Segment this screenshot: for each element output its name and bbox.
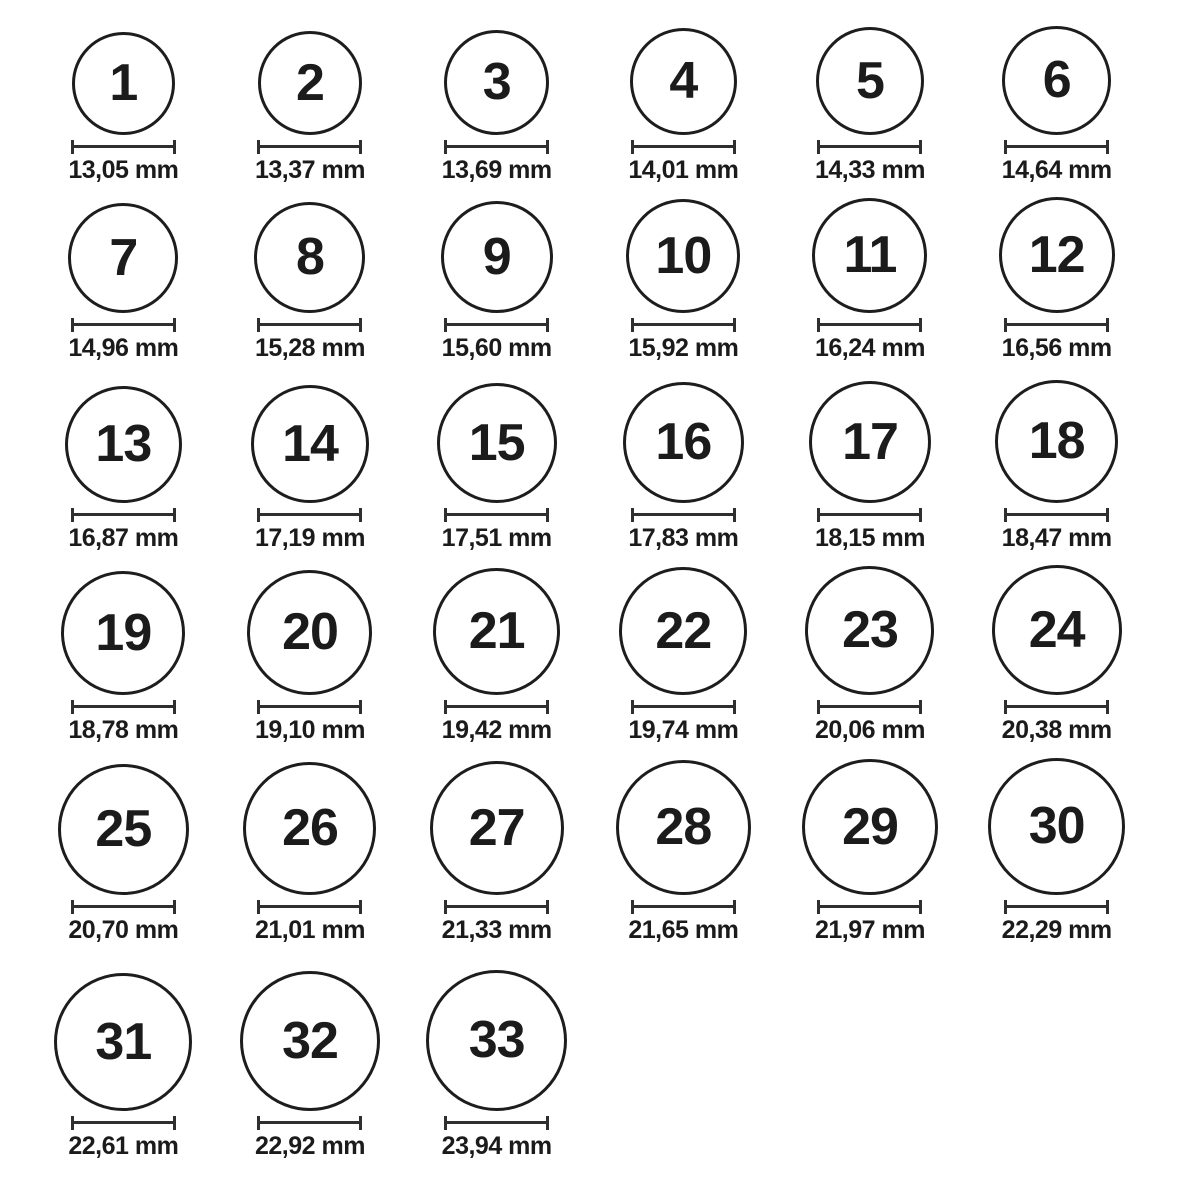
ring-size-number: 28 <box>655 798 712 856</box>
diameter-measure-line <box>257 1116 362 1130</box>
diameter-label: 21,97 mm <box>815 915 925 944</box>
diameter-label: 16,87 mm <box>68 523 179 552</box>
diameter-label: 13,37 mm <box>255 155 365 184</box>
measure-bar <box>260 323 359 326</box>
diameter-measure-line <box>71 900 176 914</box>
ring-size-number: 6 <box>1042 51 1071 109</box>
ring-size-item <box>777 366 964 556</box>
diameter-measure-line <box>631 700 736 714</box>
measure-bar <box>260 1121 359 1124</box>
ring-size-number: 26 <box>282 799 338 857</box>
diameter-measure-line <box>71 140 176 154</box>
diameter-label: 17,51 mm <box>441 523 552 552</box>
ring-circle <box>630 28 737 135</box>
diameter-measure-line <box>257 140 362 154</box>
ring-size-number: 31 <box>95 1012 152 1071</box>
measure-bar <box>74 1121 173 1124</box>
ring-circle <box>258 31 362 135</box>
diameter-measure-line <box>631 140 736 154</box>
diameter-label: 15,28 mm <box>255 333 365 362</box>
ring-size-item <box>30 556 217 748</box>
diameter-label: 19,42 mm <box>441 715 552 744</box>
ring-circle <box>619 567 747 695</box>
diameter-measure-line <box>1004 508 1109 522</box>
diameter-label: 20,38 mm <box>1001 715 1112 744</box>
measure-bar <box>447 1121 546 1124</box>
measure-bar <box>634 323 733 326</box>
ring-size-number: 20 <box>282 603 338 661</box>
ring-circle <box>805 566 934 695</box>
diameter-label: 13,69 mm <box>441 155 552 184</box>
ring-circle <box>802 759 938 895</box>
ring-size-number: 2 <box>296 53 324 112</box>
diameter-measure-line <box>444 508 549 522</box>
ring-size-number: 23 <box>842 601 898 659</box>
ring-circle <box>58 764 189 895</box>
ring-size-number: 17 <box>842 412 898 471</box>
ring-size-item <box>403 366 590 556</box>
measure-bar <box>1007 905 1106 908</box>
measure-bar <box>634 513 733 516</box>
diameter-label: 20,70 mm <box>68 915 179 944</box>
diameter-measure-line <box>1004 140 1109 154</box>
ring-size-number: 4 <box>669 52 698 110</box>
ring-size-item <box>963 556 1150 748</box>
ring-size-number: 5 <box>856 51 884 110</box>
ring-size-item <box>963 0 1150 188</box>
measure-bar <box>74 705 173 708</box>
ring-size-number: 19 <box>95 603 152 662</box>
diameter-measure-line <box>1004 900 1109 914</box>
ring-size-item <box>403 556 590 748</box>
measure-bar <box>447 145 546 148</box>
diameter-measure-line <box>257 900 362 914</box>
ring-circle <box>251 385 369 503</box>
ring-size-number: 22 <box>655 601 712 660</box>
ring-size-item <box>590 748 777 948</box>
diameter-label: 16,56 mm <box>1001 333 1112 362</box>
diameter-measure-line <box>817 900 922 914</box>
measure-bar <box>820 513 919 516</box>
ring-circle <box>240 971 380 1111</box>
measure-bar <box>447 513 546 516</box>
ring-size-number: 3 <box>482 53 511 111</box>
ring-size-item <box>30 0 217 188</box>
diameter-measure-line <box>817 140 922 154</box>
ring-circle <box>61 571 185 695</box>
measure-bar <box>447 323 546 326</box>
diameter-label: 22,61 mm <box>68 1131 179 1160</box>
ring-circle <box>626 199 740 313</box>
ring-size-item <box>217 556 404 748</box>
measure-bar <box>260 705 359 708</box>
ring-size-item <box>403 0 590 188</box>
measure-bar <box>260 513 359 516</box>
ring-size-item <box>217 366 404 556</box>
diameter-measure-line <box>631 318 736 332</box>
ring-circle <box>988 758 1125 895</box>
measure-bar <box>74 145 173 148</box>
measure-bar <box>1007 705 1106 708</box>
ring-size-item <box>590 366 777 556</box>
ring-size-item <box>777 556 964 748</box>
ring-circle <box>65 386 182 503</box>
diameter-measure-line <box>631 508 736 522</box>
ring-size-item <box>963 188 1150 366</box>
ring-size-item <box>963 748 1150 948</box>
measure-bar <box>820 905 919 908</box>
diameter-label: 20,06 mm <box>815 715 925 744</box>
ring-size-number: 14 <box>282 414 338 473</box>
ring-size-item <box>30 948 217 1164</box>
diameter-label: 14,64 mm <box>1001 155 1112 184</box>
ring-size-item <box>217 748 404 948</box>
ring-size-item <box>590 0 777 188</box>
ring-circle <box>616 760 751 895</box>
ring-circle <box>437 383 557 503</box>
diameter-label: 18,15 mm <box>815 523 925 552</box>
diameter-label: 17,19 mm <box>255 523 365 552</box>
diameter-measure-line <box>257 508 362 522</box>
ring-circle <box>812 198 927 313</box>
ring-circle <box>992 565 1122 695</box>
diameter-measure-line <box>631 900 736 914</box>
diameter-label: 18,47 mm <box>1001 523 1112 552</box>
ring-size-number: 11 <box>843 226 897 284</box>
ring-size-item <box>403 748 590 948</box>
diameter-label: 16,24 mm <box>815 333 925 362</box>
ring-circle <box>54 973 192 1111</box>
ring-size-item <box>963 366 1150 556</box>
measure-bar <box>820 705 919 708</box>
diameter-measure-line <box>1004 700 1109 714</box>
ring-size-item <box>777 188 964 366</box>
diameter-measure-line <box>444 900 549 914</box>
diameter-measure-line <box>817 700 922 714</box>
ring-circle <box>444 30 549 135</box>
measure-bar <box>634 705 733 708</box>
ring-size-item <box>30 188 217 366</box>
ring-size-number: 15 <box>468 413 525 472</box>
diameter-measure-line <box>444 700 549 714</box>
ring-size-number: 7 <box>109 228 138 287</box>
ring-size-item <box>217 948 404 1164</box>
diameter-measure-line <box>71 1116 176 1130</box>
ring-circle <box>433 568 560 695</box>
measure-bar <box>74 323 173 326</box>
diameter-label: 21,65 mm <box>628 915 739 944</box>
measure-bar <box>634 145 733 148</box>
diameter-label: 15,60 mm <box>441 333 552 362</box>
diameter-measure-line <box>817 508 922 522</box>
ring-circle <box>426 970 567 1111</box>
ring-size-number: 13 <box>95 415 152 473</box>
measure-bar <box>820 323 919 326</box>
ring-size-number: 12 <box>1028 225 1085 284</box>
ring-size-item <box>777 748 964 948</box>
diameter-measure-line <box>71 318 176 332</box>
measure-bar <box>634 905 733 908</box>
ring-size-item <box>217 0 404 188</box>
diameter-label: 17,83 mm <box>628 523 739 552</box>
diameter-label: 18,78 mm <box>68 715 179 744</box>
diameter-label: 21,01 mm <box>255 915 365 944</box>
ring-size-item <box>403 948 590 1164</box>
ring-size-number: 1 <box>109 54 138 112</box>
ring-size-number: 8 <box>296 228 324 286</box>
measure-bar <box>1007 513 1106 516</box>
ring-size-item <box>590 188 777 366</box>
measure-bar <box>1007 323 1106 326</box>
ring-circle <box>430 761 564 895</box>
diameter-measure-line <box>257 700 362 714</box>
ring-size-number: 18 <box>1028 412 1085 470</box>
ring-size-item <box>30 748 217 948</box>
ring-circle <box>999 197 1115 313</box>
diameter-measure-line <box>257 318 362 332</box>
diameter-label: 21,33 mm <box>441 915 552 944</box>
diameter-label: 14,96 mm <box>68 333 179 362</box>
diameter-measure-line <box>71 700 176 714</box>
diameter-measure-line <box>444 1116 549 1130</box>
ring-size-number: 29 <box>842 797 898 856</box>
ring-circle <box>243 762 376 895</box>
measure-bar <box>260 905 359 908</box>
diameter-label: 14,33 mm <box>815 155 925 184</box>
ring-circle <box>254 202 365 313</box>
diameter-measure-line <box>1004 318 1109 332</box>
diameter-label: 13,05 mm <box>68 155 179 184</box>
measure-bar <box>74 905 173 908</box>
diameter-measure-line <box>71 508 176 522</box>
diameter-measure-line <box>444 140 549 154</box>
diameter-label: 19,10 mm <box>255 715 365 744</box>
diameter-label: 22,92 mm <box>255 1131 365 1160</box>
ring-circle <box>1002 26 1111 135</box>
ring-size-item <box>217 188 404 366</box>
diameter-label: 23,94 mm <box>441 1131 552 1160</box>
diameter-label: 15,92 mm <box>628 333 739 362</box>
ring-size-item <box>590 556 777 748</box>
ring-circle <box>68 203 178 313</box>
ring-circle <box>995 380 1118 503</box>
ring-size-number: 24 <box>1028 600 1085 659</box>
measure-bar <box>447 905 546 908</box>
ring-size-number: 16 <box>655 413 712 471</box>
ring-size-item <box>30 366 217 556</box>
ring-size-number: 33 <box>468 1011 525 1069</box>
ring-size-number: 25 <box>95 800 152 858</box>
diameter-label: 19,74 mm <box>628 715 739 744</box>
ring-size-number: 27 <box>468 798 525 857</box>
ring-size-item <box>777 0 964 188</box>
diameter-measure-line <box>444 318 549 332</box>
ring-size-item <box>403 188 590 366</box>
measure-bar <box>74 513 173 516</box>
ring-size-number: 32 <box>282 1011 338 1070</box>
measure-bar <box>260 145 359 148</box>
ring-size-number: 30 <box>1028 797 1085 855</box>
ring-circle <box>816 27 924 135</box>
diameter-label: 14,01 mm <box>628 155 739 184</box>
ring-circle <box>247 570 372 695</box>
ring-size-number: 10 <box>655 226 712 285</box>
ring-circle <box>441 201 553 313</box>
ring-size-number: 9 <box>482 227 511 286</box>
measure-bar <box>820 145 919 148</box>
ring-circle <box>72 32 175 135</box>
measure-bar <box>447 705 546 708</box>
diameter-measure-line <box>817 318 922 332</box>
ring-size-number: 21 <box>468 602 525 660</box>
ring-circle <box>623 382 744 503</box>
ring-circle <box>809 381 931 503</box>
diameter-label: 22,29 mm <box>1001 915 1112 944</box>
measure-bar <box>1007 145 1106 148</box>
